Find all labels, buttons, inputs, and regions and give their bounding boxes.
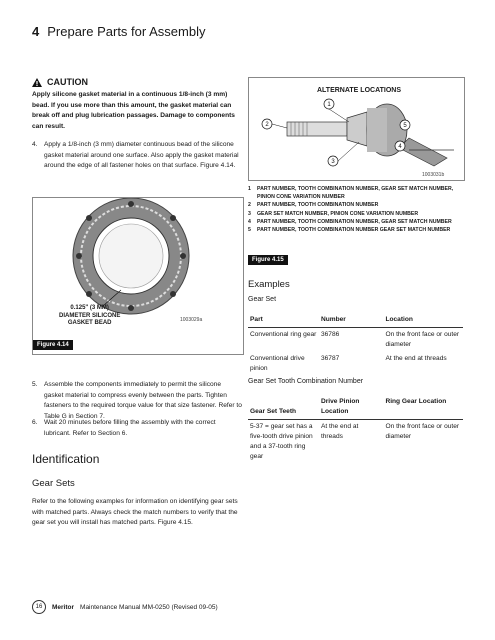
cell: 36787	[320, 355, 340, 362]
warning-icon	[32, 78, 42, 87]
legend-item: 4 PART NUMBER, TOOTH COMBINATION NUMBER, GEAR SET MATCH NUMBER	[248, 218, 452, 225]
cell: Conventional drive pinion	[250, 355, 305, 372]
figure-title: ALTERNATE LOCATIONS	[317, 87, 401, 94]
cell: At the end at threads	[320, 423, 359, 440]
step-text: Wait 20 minutes before filling the assembly with the correct lubricant. Refer to Section 6.	[44, 419, 216, 437]
callout-line: GASKET BEAD	[67, 320, 112, 326]
step-6	[32, 418, 242, 439]
col-header: Number	[319, 313, 384, 328]
figure-legend	[248, 185, 463, 234]
callout-4: 4	[398, 144, 402, 150]
figure-label: Figure 4.15	[248, 255, 288, 265]
gasket-callout	[59, 305, 120, 328]
chapter-number: 4	[32, 24, 40, 39]
callout-3: 3	[331, 159, 335, 165]
col-header: Drive Pinion Location	[319, 395, 384, 420]
figure-label: Figure 4.14	[33, 340, 73, 350]
housing-gasket-illustration	[33, 198, 243, 354]
caution-text: Apply silicone gasket material in a continuous 1/8-inch (3 mm) bead. If you use more than this amount, the gasket material can break off and plug lubrication passages. Damage to components can result.	[32, 91, 235, 130]
manual-id: Maintenance Manual MM-0250 (Revised 09-05)	[80, 603, 218, 611]
caution-title: CAUTION	[47, 77, 88, 87]
gear-set-illustration	[249, 78, 464, 180]
step-text: Assemble the components immediately to permit the silicone gasket material to compress evenly between the parts. Tighten fasteners to the required torque value for that size fastener. Refer to Table G in Section 7.	[44, 381, 242, 420]
step-number: 5.	[32, 381, 38, 388]
step-4	[32, 140, 242, 172]
figure-4-15	[248, 77, 465, 181]
caution-heading	[32, 77, 88, 87]
examples-heading: Examples	[248, 279, 290, 290]
cell: At the end at threads	[385, 355, 447, 362]
cell: On the front face or outer diameter	[385, 423, 460, 440]
chapter-title: Prepare Parts for Assembly	[47, 24, 206, 39]
cell: 5-37 = gear set has a five-tooth drive pinion and a 37-tooth ring gear	[250, 423, 313, 460]
col-header: Ring Gear Location	[383, 395, 463, 420]
figure-code: 1003029a	[180, 317, 203, 323]
figure-4-14	[32, 197, 244, 355]
gear-sets-paragraph: Refer to the following examples for information on identifying gear sets with matched parts. Always check the match numbers to verify that the gear set you will install has matched parts. Figure 4.15.	[32, 498, 238, 526]
cell: 36786	[320, 331, 340, 338]
step-5	[32, 380, 242, 422]
step-text: Apply a 1/8-inch (3 mm) diameter continuous bead of the silicone gasket material around one surface. Also apply the gasket material around the edge of all fastener holes on that surface. Figure 4.14.	[44, 141, 239, 169]
callout-line: 0.125" (3 MM)	[70, 305, 109, 311]
table-row	[248, 328, 463, 353]
step-number: 6.	[32, 419, 38, 426]
figure-code: 1003031b	[422, 172, 445, 178]
step-number: 4.	[32, 141, 38, 148]
col-header: Location	[383, 313, 463, 328]
brand-name: Meritor	[52, 603, 75, 611]
identification-heading: Identification	[32, 452, 100, 466]
callout-5: 5	[403, 123, 407, 129]
gear-set-label: Gear Set	[248, 296, 277, 303]
gear-sets-heading: Gear Sets	[32, 478, 75, 489]
callout-line: DIAMETER SILICONE	[59, 312, 121, 319]
table-row	[248, 352, 463, 376]
tooth-combination-table	[248, 395, 463, 464]
legend-item: 5 PART NUMBER, TOOTH COMBINATION NUMBER GEAR SET MATCH NUMBER	[248, 227, 451, 234]
col-header: Gear Set Teeth	[248, 395, 319, 420]
legend-item: 2 PART NUMBER, TOOTH COMBINATION NUMBER	[248, 202, 379, 209]
page-number: 16	[32, 600, 46, 614]
cell: Conventional ring gear	[250, 331, 317, 338]
legend-item: 3 GEAR SET MATCH NUMBER, PINION CONE VARIATION NUMBER	[248, 210, 419, 217]
page-footer	[32, 600, 218, 614]
tooth-combination-label: Gear Set Tooth Combination Number	[248, 378, 364, 385]
callout-1: 1	[327, 102, 331, 108]
table-row	[248, 420, 463, 465]
gear-set-table	[248, 313, 463, 376]
chapter-header	[32, 24, 205, 39]
col-header: Part	[248, 313, 319, 328]
cell: On the front face or outer diameter	[385, 331, 460, 348]
callout-2: 2	[265, 122, 269, 128]
legend-item: 1 PART NUMBER, TOOTH COMBINATION NUMBER, GEAR SET MATCH NUMBER, PINION CONE VARIATION NUMBER	[248, 186, 454, 201]
